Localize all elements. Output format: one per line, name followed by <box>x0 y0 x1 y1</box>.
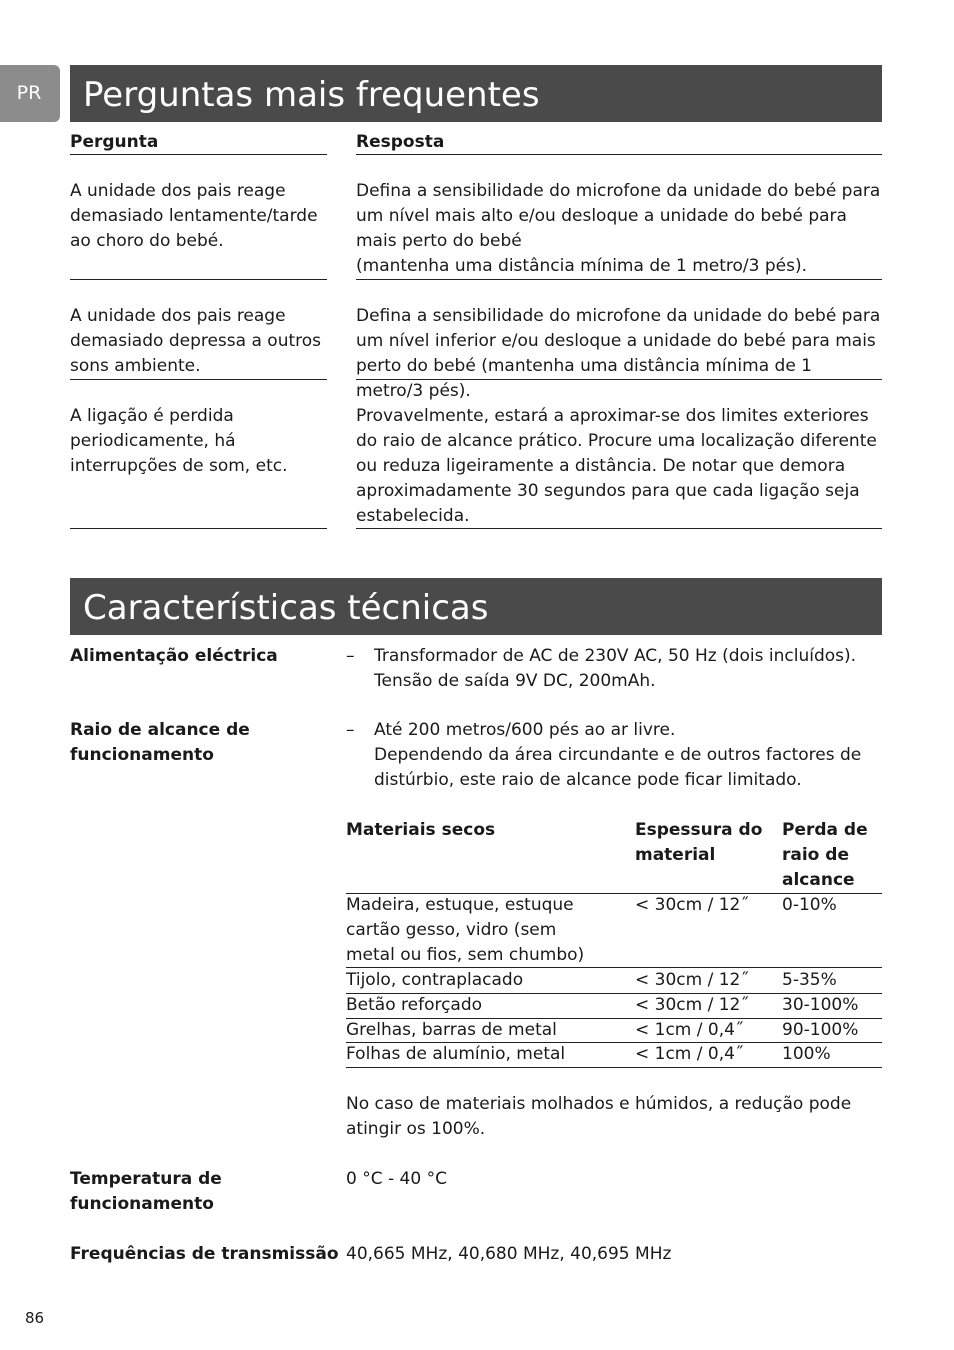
spec-range-label: Raio de alcance de funcionamento <box>70 720 250 765</box>
faq-answer-2: Defina a sensibilidade do microfone da unidade do bebé para um nível inferior e/ou desloque a unidade do bebé para mais perto do bebé (mantenha uma distância mínima de 1 metro/3 pés). <box>356 306 881 401</box>
faq-question-3: A ligação é perdida periodicamente, há interrupções de som, etc. <box>70 406 288 476</box>
spec-range-dash: – <box>346 720 355 740</box>
faq-col-answer-header: Resposta <box>356 132 445 152</box>
spec-power-text: Transformador de AC de 230V AC, 50 Hz (dois incluídos). Tensão de saída 9V DC, 200mAh. <box>374 646 857 691</box>
spec-temperature-value: 0 °C - 40 °C <box>346 1169 447 1189</box>
materials-row-5-material: Folhas de alumínio, metal <box>346 1044 566 1064</box>
spec-power-label: Alimentação eléctrica <box>70 646 278 666</box>
materials-header-thickness: Espessura do material <box>635 820 763 865</box>
faq-answer-3: Provavelmente, estará a aproximar-se dos limites exteriores do raio de alcance prático. Procure uma localização diferente ou reduza ligeiramente a distância. De notar que demora aproximadamente 30 segundos para que cada ligação seja estabelecida. <box>356 406 877 526</box>
materials-row-2-loss: 5-35% <box>782 970 837 990</box>
faq-question-2: A unidade dos pais reage demasiado depressa a outros sons ambiente. <box>70 306 322 376</box>
divider <box>356 379 882 380</box>
spec-range-text-2: Dependendo da área circundante e de outros factores de distúrbio, este raio de alcance pode ficar limitado. <box>374 745 862 790</box>
divider <box>356 154 882 155</box>
materials-row-2-material: Tijolo, contraplacado <box>346 970 524 990</box>
divider <box>70 154 327 155</box>
spec-range-text-1: Até 200 metros/600 pés ao ar livre. <box>374 720 676 740</box>
materials-row-1-material: Madeira, estuque, estuque cartão gesso, vidro (sem metal ou fios, sem chumbo) <box>346 895 585 965</box>
divider <box>70 528 327 529</box>
spec-temperature-label: Temperatura de funcionamento <box>70 1169 222 1214</box>
faq-title: Perguntas mais frequentes <box>70 65 882 122</box>
divider <box>356 528 882 529</box>
materials-row-1-thickness: < 30cm / 12˝ <box>635 895 749 915</box>
divider <box>346 1067 882 1068</box>
materials-header-loss: Perda de raio de alcance <box>782 820 868 890</box>
materials-row-2-thickness: < 30cm / 12˝ <box>635 970 749 990</box>
spec-range-text <box>374 718 882 793</box>
language-tab: PR <box>0 65 60 122</box>
faq-col-question-header: Pergunta <box>70 132 159 152</box>
materials-row-4-loss: 90-100% <box>782 1020 859 1040</box>
faq-question-1: A unidade dos pais reage demasiado lentamente/tarde ao choro do bebé. <box>70 181 318 251</box>
faq-answer-1-note: (mantenha uma distância mínima de 1 metro/3 pés). <box>356 256 807 276</box>
divider <box>356 279 882 280</box>
spec-frequencies-label: Frequências de transmissão <box>70 1244 339 1264</box>
materials-row-3-loss: 30-100% <box>782 995 859 1015</box>
spec-frequencies-value: 40,665 MHz, 40,680 MHz, 40,695 MHz <box>346 1244 672 1264</box>
materials-row-3-thickness: < 30cm / 12˝ <box>635 995 749 1015</box>
materials-row-3-material: Betão reforçado <box>346 995 483 1015</box>
specs-title: Características técnicas <box>70 578 882 635</box>
page-number: 86 <box>25 1309 45 1327</box>
spec-power-dash: – <box>346 646 355 666</box>
materials-row-5-thickness: < 1cm / 0,4˝ <box>635 1044 744 1064</box>
divider <box>70 279 327 280</box>
materials-row-5-loss: 100% <box>782 1044 831 1064</box>
faq-answer-1 <box>356 179 882 279</box>
divider <box>70 379 327 380</box>
materials-note: No caso de materiais molhados e húmidos, a redução pode atingir os 100%. <box>346 1094 852 1139</box>
faq-answer-1-text: Defina a sensibilidade do microfone da unidade do bebé para um nível mais alto e/ou desloque a unidade do bebé para mais perto do bebé <box>356 181 881 251</box>
materials-row-4-thickness: < 1cm / 0,4˝ <box>635 1020 744 1040</box>
materials-row-4-material: Grelhas, barras de metal <box>346 1020 557 1040</box>
materials-header-material: Materiais secos <box>346 820 496 840</box>
materials-row-1-loss: 0-10% <box>782 895 837 915</box>
